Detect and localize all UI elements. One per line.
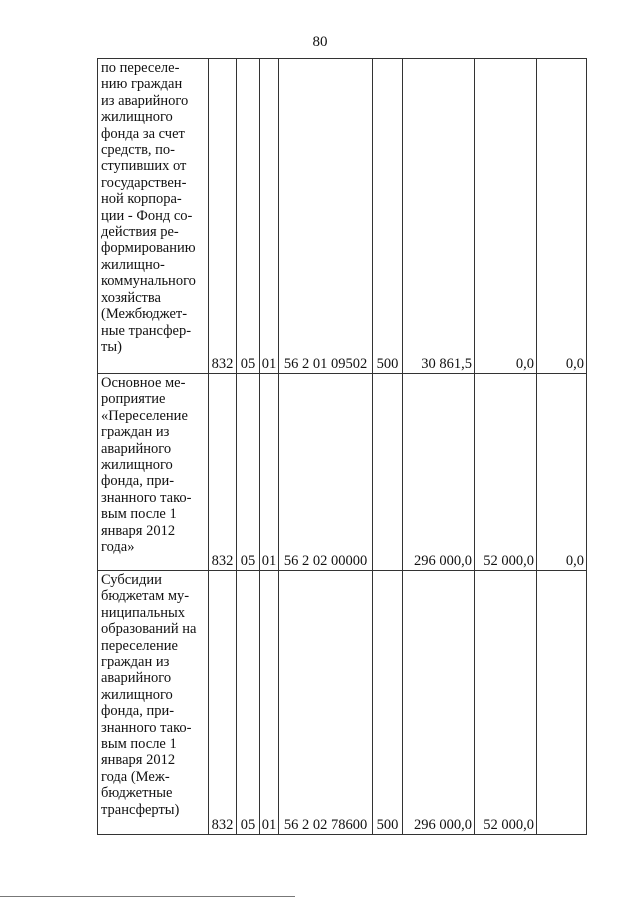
subsection-code-cell: 01 <box>260 374 279 571</box>
section-code-cell: 05 <box>237 59 260 374</box>
expense-type-cell: 500 <box>373 59 403 374</box>
section-code-cell: 05 <box>237 571 260 835</box>
ministry-code-cell: 832 <box>209 374 237 571</box>
table-row <box>98 374 587 571</box>
expense-type-cell <box>373 374 403 571</box>
subsection-code-cell: 01 <box>260 59 279 374</box>
page-number: 80 <box>312 34 328 50</box>
section-code-cell: 05 <box>237 374 260 571</box>
amount-1-cell: 30 861,5 <box>403 59 475 374</box>
row-name-cell: Основное ме- роприятие «Переселение граждан из аварийного жилищного фонда, при- знанного тако- вым после 1 января 2012 года» <box>98 374 209 571</box>
target-article-cell: 56 2 02 78600 <box>279 571 373 835</box>
budget-table <box>97 58 587 835</box>
amount-1-cell: 296 000,0 <box>403 374 475 571</box>
row-name-cell: по переселе- нию граждан из аварийного жилищного фонда за счет средств, по- ступивших от государствен- ной корпора- ции - Фонд со- действия ре- формированию жилищно- коммунального хозяйства (Межбюджет- ные трансфер- ты) <box>98 59 209 374</box>
table-row <box>98 59 587 374</box>
subsection-code-cell: 01 <box>260 571 279 835</box>
scan-edge-line <box>0 896 295 897</box>
amount-3-cell <box>537 571 587 835</box>
amount-3-cell: 0,0 <box>537 374 587 571</box>
amount-2-cell: 0,0 <box>475 59 537 374</box>
table-row <box>98 571 587 835</box>
amount-2-cell: 52 000,0 <box>475 374 537 571</box>
target-article-cell: 56 2 01 09502 <box>279 59 373 374</box>
ministry-code-cell: 832 <box>209 59 237 374</box>
amount-2-cell: 52 000,0 <box>475 571 537 835</box>
target-article-cell: 56 2 02 00000 <box>279 374 373 571</box>
amount-3-cell: 0,0 <box>537 59 587 374</box>
expense-type-cell: 500 <box>373 571 403 835</box>
row-name-cell: Субсидии бюджетам му- ниципальных образований на переселение граждан из аварийного жилищного фонда, при- знанного тако- вым после 1 января 2012 года (Меж- бюджетные трансферты) <box>98 571 209 835</box>
ministry-code-cell: 832 <box>209 571 237 835</box>
amount-1-cell: 296 000,0 <box>403 571 475 835</box>
